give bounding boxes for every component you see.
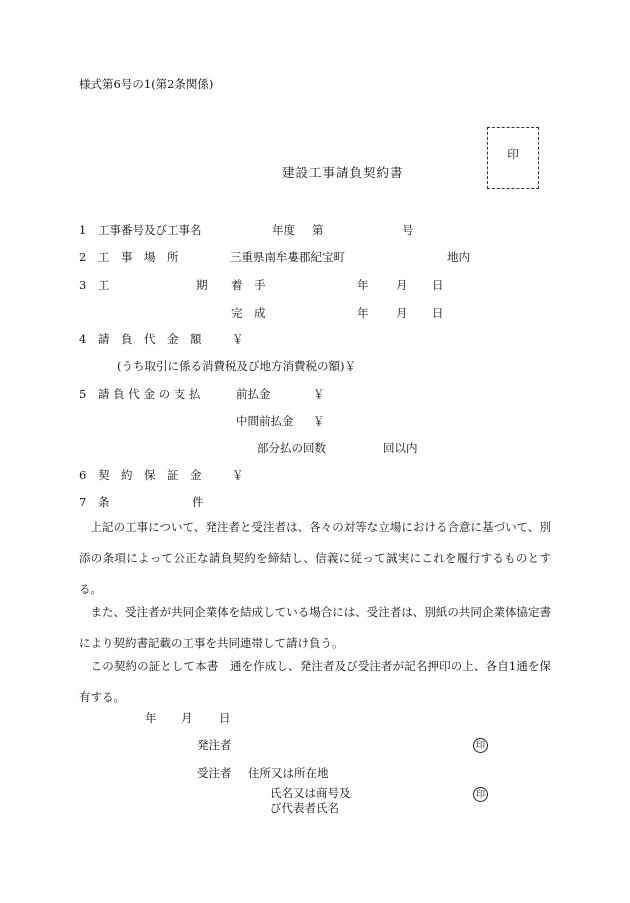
completion-month: 月: [396, 306, 408, 320]
construction-location: 三重県南牟婁郡紀宝町: [230, 250, 345, 264]
item-6-number: 6: [79, 468, 87, 482]
mid-advance-yen: ￥: [313, 414, 325, 428]
start-day: 日: [432, 278, 444, 292]
consumption-tax-note: (うち取引に係る消費税及び地方消費税の額)￥: [117, 359, 356, 373]
item-3-label-a: 工: [98, 278, 110, 292]
advance-payment-label: 前払金: [236, 387, 271, 401]
partial-payment-times: 回以内: [383, 441, 418, 455]
orderer-label: 発注者: [197, 738, 232, 752]
contractor-seal-mark: 印: [473, 787, 488, 802]
item-7-label-b: 件: [192, 495, 204, 509]
start-year: 年: [357, 278, 369, 292]
sign-day: 日: [219, 711, 231, 725]
form-number: 様式第6号の1(第2条関係): [79, 77, 214, 91]
item-4-label: 請 負 代 金 額: [98, 332, 202, 346]
sign-year: 年: [145, 711, 157, 725]
item-2-label: 工 事 場 所: [98, 250, 179, 264]
item-7-number: 7: [79, 495, 87, 509]
partial-payment-count-label: 部分払の回数: [257, 441, 326, 455]
item-4-number: 4: [79, 332, 87, 346]
item-1-go: 号: [402, 223, 414, 237]
start-label: 着 手: [231, 278, 266, 292]
item-5-number: 5: [79, 387, 87, 401]
item-5-label: 請 負 代 金 の 支 払: [98, 387, 201, 401]
mid-advance-label: 中間前払金: [236, 414, 294, 428]
item-1-fiscal-year: 年度: [272, 223, 295, 237]
contractor-name-label-line1: 氏名又は商号及: [270, 786, 351, 800]
item-3-number: 3: [79, 278, 87, 292]
completion-label: 完 成: [231, 306, 266, 320]
item-1-number: 1: [79, 223, 87, 237]
body-paragraph-1: 上記の工事について、発注者と受注者は、各々の対等な立場における合意に基づいて、別添の条項によって公正な請負契約を締結し、信義に従って誠実にこれを履行するものとする。: [79, 520, 551, 596]
contractor-name-label-line2: び代表者氏名: [270, 801, 339, 815]
body-paragraph-3: この契約の証として本書 通を作成し、発注者及び受注者が記名押印の上、各自1通を保有する。: [79, 659, 551, 704]
start-month: 月: [396, 278, 408, 292]
stamp-box-label: 印: [507, 147, 519, 161]
contractor-address-label: 住所又は所在地: [248, 766, 329, 780]
advance-payment-yen: ￥: [313, 387, 325, 401]
item-1-label: 工事番号及び工事名: [98, 223, 202, 237]
contract-deposit-yen: ￥: [232, 468, 244, 482]
completion-year: 年: [357, 306, 369, 320]
item-6-label: 契 約 保 証 金: [98, 468, 202, 482]
orderer-seal-mark: 印: [473, 738, 488, 753]
location-suffix: 地内: [447, 250, 470, 264]
sign-month: 月: [181, 711, 193, 725]
completion-day: 日: [432, 306, 444, 320]
revenue-stamp-box: [487, 127, 539, 189]
body-paragraph-2: また、受注者が共同企業体を結成している場合には、受注者は、別紙の共同企業体協定書により契約書記載の工事を共同連帯して請け負う。: [79, 605, 551, 650]
item-2-number: 2: [79, 250, 87, 264]
contractor-label: 受注者: [197, 766, 232, 780]
item-1-dai: 第: [312, 223, 324, 237]
document-title: 建設工事請負契約書: [282, 165, 404, 180]
item-7-label-a: 条: [98, 495, 110, 509]
contract-amount-yen: ￥: [232, 332, 244, 346]
item-3-label-b: 期: [196, 278, 208, 292]
